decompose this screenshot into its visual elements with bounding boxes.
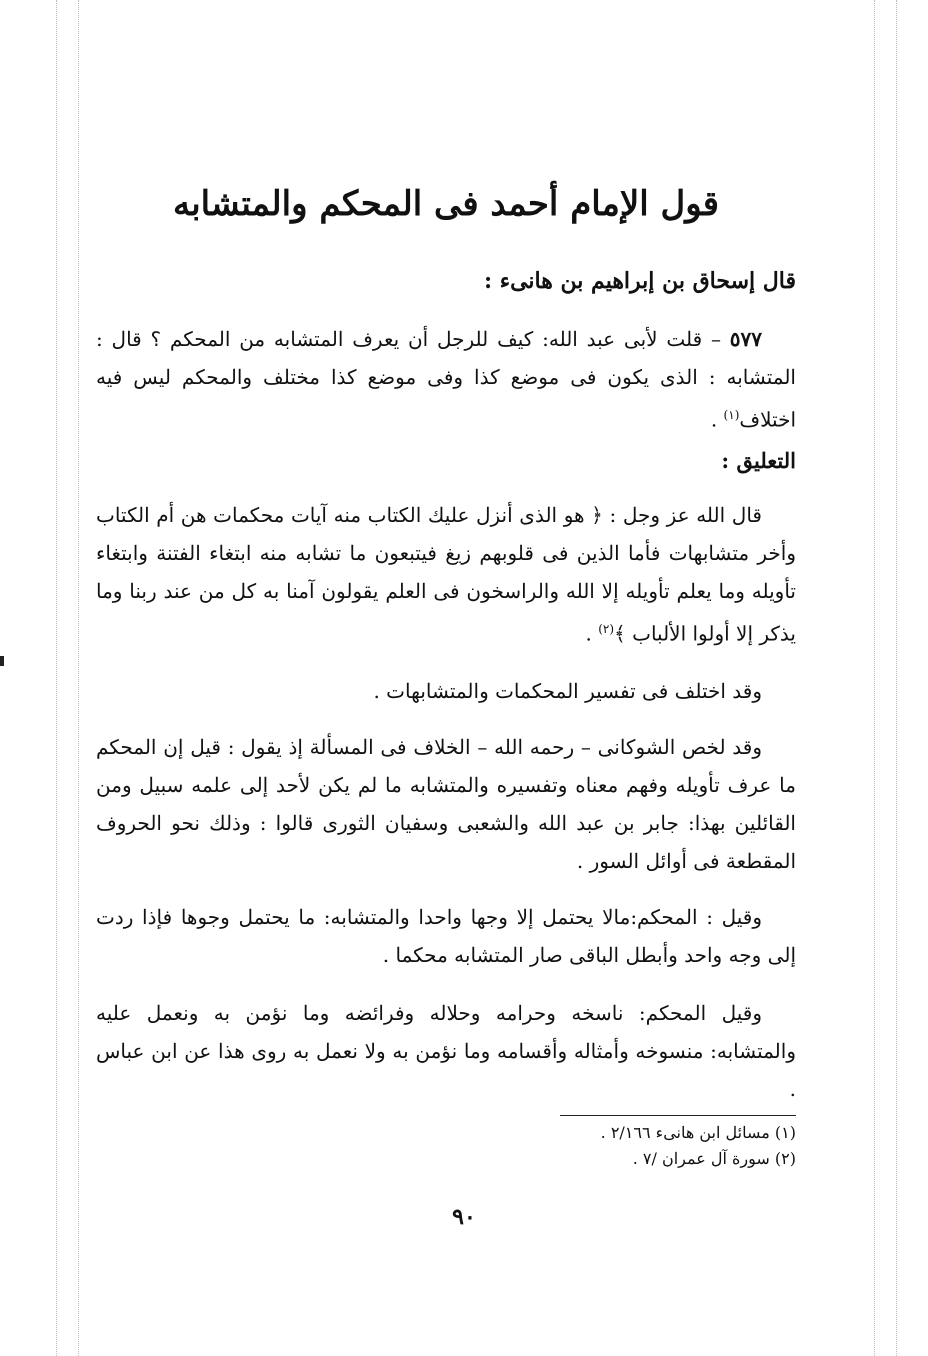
question-text: – قلت لأبى عبد الله: كيف للرجل أن يعرف المتشابه من المحكم ؟ قال : المتشابه : الذى يكون فى موضع كذا وفى موضع كذا مختلف والمحكم ليس فيه اختلاف	[96, 327, 796, 432]
footnote-ref-1[interactable]: (١)	[723, 408, 740, 422]
footnote-2: (٢) سورة آل عمران /٧ .	[632, 1149, 796, 1168]
question-end: .	[710, 407, 724, 432]
scan-edge-mark	[0, 656, 4, 666]
footnote-divider	[560, 1115, 796, 1116]
paragraph-second-opinion	[96, 898, 796, 974]
paragraph-shawkani	[96, 728, 796, 880]
question-number: ٥٧٧	[729, 327, 762, 351]
page-title: قول الإمام أحمد فى المحكم والمتشابه	[172, 184, 720, 224]
commentary-heading: التعليق :	[721, 448, 796, 473]
paragraph-third-opinion	[96, 994, 796, 1108]
paragraph-end: .	[585, 621, 599, 646]
intro-line: قال إسحاق بن إبراهيم بن هانىء :	[483, 268, 796, 294]
page-number: ٩٠	[452, 1204, 476, 1230]
paragraph-disagreement	[96, 672, 796, 710]
footnotes	[96, 1120, 796, 1172]
paragraph-text: وقد اختلف فى تفسير المحكمات والمتشابهات .	[373, 679, 762, 703]
paragraph-text: قال الله عز وجل : ﴿ هو الذى أنزل عليك الكتاب منه آيات محكمات هن أم الكتاب وأخر متشابهات فأما الذين فى قلوبهم زيغ فيتبعون ما تشابه منه ابتغاء الفتنة وابتغاء تأويله وما يعلم تأويله إلا الله والراسخون فى العلم يقولون آمنا به كل من عند ربنا وما يذكر إلا أولوا الألباب ﴾	[96, 503, 796, 646]
margin-dotted-line	[896, 0, 897, 1356]
margin-dotted-line	[874, 0, 875, 1356]
footnote-ref-2[interactable]: (٢)	[598, 622, 615, 636]
question-577	[96, 320, 796, 439]
paragraph-text: وقد لخص الشوكانى – رحمه الله – الخلاف فى المسألة إذ يقول : قيل إن المحكم ما عرف تأويله وفهم معناه وتفسيره والمتشابه ما لم يكن لأحد إلى علمه سبيل ومن القائلين بهذا: جابر بن عبد الله والشعبى وسفيان الثورى قالوا : وذلك نحو الحروف المقطعة فى أوائل السور .	[96, 735, 796, 873]
margin-dotted-line	[78, 0, 79, 1356]
paragraph-text: وقيل : المحكم:مالا يحتمل إلا وجها واحدا والمتشابه: ما يحتمل وجوها فإذا ردت إلى وجه واحد وأبطل الباقى صار المتشابه محكما .	[96, 905, 796, 967]
paragraph-quran-verse	[96, 496, 796, 653]
paragraph-text: وقيل المحكم: ناسخه وحرامه وحلاله وفرائضه وما نؤمن به ونعمل عليه والمتشابه: منسوخه وأمثاله وأقسامه وما نؤمن به ولا نعمل به روى هذا عن ابن عباس .	[96, 1001, 796, 1101]
margin-dotted-line	[56, 0, 57, 1356]
footnote-1: (١) مسائل ابن هانىء ٢/١٦٦ .	[600, 1123, 796, 1142]
